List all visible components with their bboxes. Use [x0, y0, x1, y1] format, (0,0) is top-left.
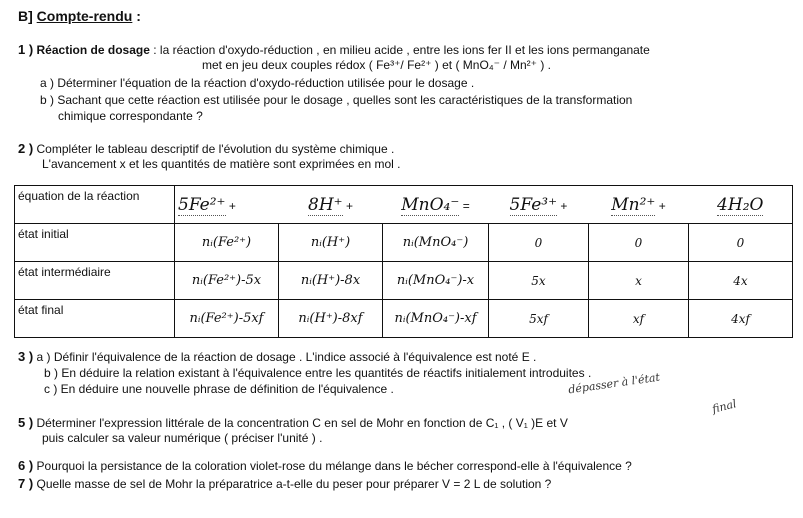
table-cell: nᵢ(Fe²⁺): [175, 224, 279, 262]
table-cell: 5x: [489, 262, 589, 300]
table-cell: nᵢ(H⁺): [279, 224, 383, 262]
row-label: état initial: [15, 224, 175, 262]
table-cell: nᵢ(H⁺)-8x: [279, 262, 383, 300]
table-cell: nᵢ(MnO₄⁻)-xf: [383, 300, 489, 338]
equation-row: [15, 186, 793, 224]
evolution-table: [14, 185, 793, 338]
table-cell: xf: [589, 300, 689, 338]
q1-line2: met en jeu deux couples rédox ( Fe³⁺/ Fe²⁺ ) et ( MnO₄⁻ / Mn²⁺ ) .: [202, 58, 552, 72]
section-colon: :: [136, 8, 141, 24]
q3-a: a ) Définir l'équivalence de la réaction de dosage . L'indice associé à l'équivalence est noté E .: [36, 350, 537, 364]
table-cell: 4x: [689, 262, 793, 300]
q2-line2: L'avancement x et les quantités de matière sont exprimées en mol .: [42, 157, 401, 171]
q2-number: 2 ): [18, 141, 34, 156]
table-cell: x: [589, 262, 689, 300]
equation-reactant-3: [383, 186, 489, 224]
q7-line: [18, 476, 551, 491]
q3-c: c ) En déduire une nouvelle phrase de définition de l'équivalence .: [44, 382, 394, 396]
table-cell: 0: [689, 224, 793, 262]
q3-line-a: [18, 349, 536, 364]
table-cell: nᵢ(MnO₄⁻)-x: [383, 262, 489, 300]
eq-fe2: 5Fe²⁺: [178, 194, 226, 215]
table-cell: nᵢ(Fe²⁺)-5x: [175, 262, 279, 300]
table-cell: nᵢ(Fe²⁺)-5xf: [175, 300, 279, 338]
eq-mn2: Mn²⁺: [611, 194, 656, 215]
q5-line1: [18, 415, 568, 430]
equation-product-1: [489, 186, 589, 224]
q5-number: 5 ): [18, 415, 34, 430]
q6-line: [18, 458, 632, 473]
q1-a: a ) Déterminer l'équation de la réaction d'oxydo-réduction utilisée pour le dosage .: [40, 76, 475, 90]
eq-plus-2: +: [345, 198, 353, 213]
eq-h2o: 4H₂O: [717, 194, 764, 215]
q1-bold: Réaction de dosage: [36, 43, 150, 57]
q5-text1: Déterminer l'expression littérale de la concentration C en sel de Mohr en fonction de C₁ , ( V₁ )E et V: [36, 416, 568, 430]
section-heading: Compte-rendu: [36, 8, 133, 24]
q7-text: Quelle masse de sel de Mohr la préparatrice a-t-elle du peser pour préparer V = 2 L de solution ?: [36, 477, 552, 491]
eq-fe3: 5Fe³⁺: [509, 194, 558, 215]
q7-number: 7 ): [18, 476, 34, 491]
row-label: état intermédiaire: [15, 262, 175, 300]
q2-line1: [18, 141, 394, 156]
q1-b2: chimique correspondante ?: [58, 109, 203, 123]
section-title: [18, 8, 141, 24]
eq-plus-1: +: [228, 198, 236, 213]
margin-note-2: final: [710, 397, 738, 416]
table-cell: 4xf: [689, 300, 793, 338]
equation-product-2: [589, 186, 689, 224]
table-row-final: [15, 300, 793, 338]
row-label: état final: [15, 300, 175, 338]
equation-product-3: [689, 186, 793, 224]
section-letter: B]: [18, 8, 33, 24]
table-row-intermediate: [15, 262, 793, 300]
q6-text: Pourquoi la persistance de la coloration violet-rose du mélange dans le bécher correspond-elle à l'équivalence ?: [36, 459, 632, 473]
equation-label: équation de la réaction: [15, 186, 175, 224]
margin-note-1: dépasser à l'état: [567, 370, 661, 397]
table-cell: 5xf: [489, 300, 589, 338]
table-cell: 0: [589, 224, 689, 262]
table-cell: 0: [489, 224, 589, 262]
table-cell: nᵢ(MnO₄⁻): [383, 224, 489, 262]
q1-number: 1 ): [18, 42, 34, 57]
equation-reactant-2: [279, 186, 383, 224]
q1-b1: b ) Sachant que cette réaction est utilisée pour le dosage , quelles sont les caractéristiques de la transformation: [40, 93, 633, 107]
table-cell: nᵢ(H⁺)-8xf: [279, 300, 383, 338]
eq-mno4: MnO₄⁻: [401, 194, 460, 215]
eq-plus-4: +: [658, 198, 666, 213]
eq-h: 8H⁺: [308, 194, 343, 215]
equation-reactant-1: [175, 186, 279, 224]
q1-text1: : la réaction d'oxydo-réduction , en milieu acide , entre les ions fer II et les ions permanganate: [153, 43, 650, 57]
q6-number: 6 ): [18, 458, 34, 473]
q3-b: b ) En déduire la relation existant à l'équivalence entre les quantités de réactifs initialement introduites .: [44, 366, 592, 380]
table-row-initial: [15, 224, 793, 262]
q2-text1: Compléter le tableau descriptif de l'évolution du système chimique .: [36, 142, 395, 156]
q5-line2: puis calculer sa valeur numérique ( préciser l'unité ) .: [42, 431, 323, 445]
q1-line1: [18, 42, 650, 57]
eq-plus-3: +: [560, 198, 568, 213]
q3-number: 3 ): [18, 349, 34, 364]
eq-arrow: =: [462, 198, 470, 213]
